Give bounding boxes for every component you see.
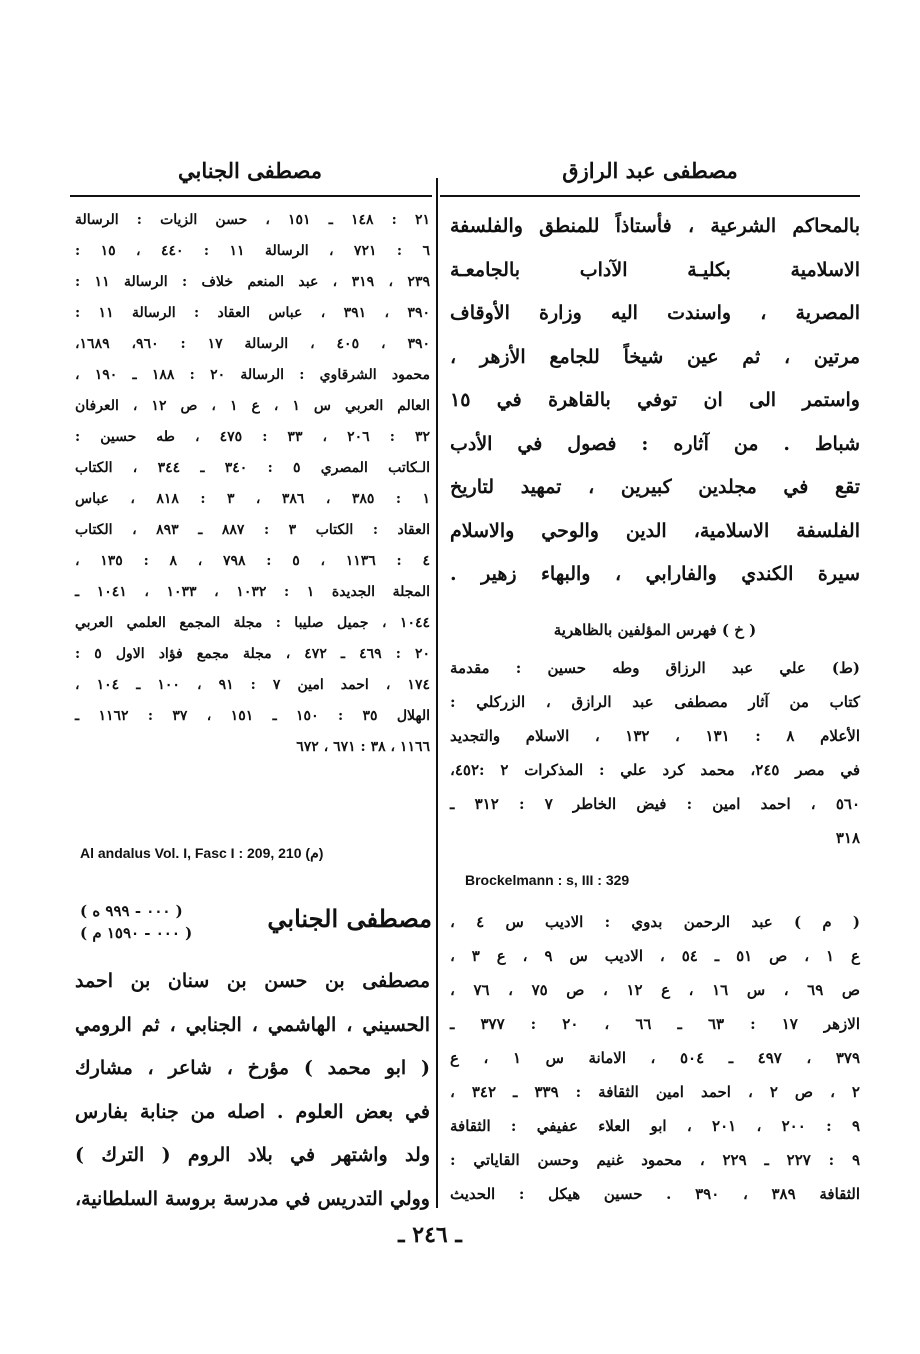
text-line: وولي التدريس في مدرسة بروسة السلطانية، [75,1187,430,1210]
reference-line: ٥٦٠ ، احمد امين : فيض الخاطر ٧ : ٣١٢ ـ [450,794,861,813]
references-m [450,905,860,1211]
reference-line: الـكاتب المصري ٥ : ٣٤٠ ـ ٣٤٤ ، الكتاب [75,460,430,476]
reference-line: الهلال ٣٥ : ١٥٠ ـ ١٥١ ، ٣٧ : ١١٦٢ ـ [75,708,430,724]
reference-line: ٣٩٠ ، ٣٩١ ، عباس العقاد : الرسالة ١١ : [75,305,430,321]
text-line: شباط . من آثاره : فصول في الأدب [450,432,860,455]
section-heading: ( خ ) فهرس المؤلفين بالظاهرية [553,620,757,639]
page-number: ـ ٢٤٦ ـ [398,1222,462,1248]
reference-line: ٣٧٩ ، ٤٩٧ ـ ٥٠٤ ، الامانة س ١ ، ع [450,1049,860,1067]
text-line: ( ابو محمد ) مؤرخ ، شاعر ، مشارك [75,1057,430,1079]
left-column [75,205,430,763]
running-head-right: مصطفى عبد الرازق [562,158,738,183]
reference-line: ٣٢ : ٢٠٦ ، ٣٣ : ٤٧٥ ، طه حسين : [75,429,430,445]
bio-continuation [450,205,860,597]
reference-line: الازهر ١٧ : ٦٣ ـ ٦٦ ، ٢٠ : ٣٧٧ ـ [450,1015,861,1033]
text-line: مرتين ، ثم عين شيخاً للجامع الأزهر ، [450,345,860,368]
reference-line: العالم العربي س ١ ، ع ١ ، ص ١٢ ، العرفان [75,398,430,414]
reference-line: ٣٩٠ ، ٤٠٥ ، الرسالة ١٧ : ٩٦٠، ١٦٨٩، [75,336,430,352]
text-line: تقع في مجلدين كبيرين ، تمهيد لتاريخ [450,476,860,498]
text-line: في بعض العلوم . اصله من جنابة بفارس [75,1100,430,1123]
reference-line: ٢٣٩ ، ٣١٩ ، عبد المنعم خلاف : الرسالة ١١ : [75,274,430,290]
right-column [450,205,860,855]
reference-line: ع ١ ، ص ٥١ ـ ٥٤ ، الاديب س ٩ ، ع ٣ ، [450,947,860,965]
reference-line: ٢ ، ص ٢ ، احمد امين الثقافة : ٣٣٩ ـ ٣٤٢ ، [450,1083,860,1101]
latin-reference-right: Brockelmann : s, III : 329 [465,872,630,888]
text-line: الاسلامية بكليـة الآداب بالجامعـة [450,258,860,281]
reference-line: ١٠٤٤ ، جميل صليبا : مجلة المجمع العلمي العربي [75,615,430,631]
reference-line: ٩ : ٢٠٠ ، ٢٠١ ، ابو العلاء عفيفي : الثقافة [450,1117,860,1135]
running-head-left: مصطفى الجنابي [178,158,322,183]
header-rule-right [440,195,860,197]
entry-name: مصطفى الجنابي [267,904,432,933]
reference-line: في مصر ٢٤٥، محمد كرد علي : المذكرات ٢ :٤٥٢، [450,760,860,779]
text-line: مصطفى بن حسن بن سنان بن احمد [75,970,430,992]
reference-line: محمود الشرقاوي : الرسالة ٢٠ : ١٨٨ ـ ١٩٠ ، [75,367,430,383]
reference-line: ص ٦٩ ، س ١٦ ، ع ١٢ ، ص ٧٥ ، ٧٦ ، [450,981,860,999]
text-line: الفلسفة الاسلامية، الدين والوحي والاسلام [450,519,860,542]
entry-heading [80,900,432,960]
column-divider [436,178,438,1208]
reference-line: المجلة الجديدة ١ : ١٠٣٢ ، ١٠٣٣ ، ١٠٤١ ـ [75,584,430,600]
reference-line: ( م ) عبد الرحمن بدوي : الاديب س ٤ ، [450,913,860,931]
text-line: الحسيني ، الهاشمي ، الجنابي ، ثم الرومي [75,1013,430,1036]
reference-line: (ط) علي عبد الرزاق وطه حسين : مقدمة [450,658,860,677]
reference-line: الثقافة ٣٨٩ ، ٣٩٠ . حسين هيكل : الحديث [450,1185,860,1203]
text-line: بالمحاكم الشرعية ، فأستاذاً للمنطق والفلسفة [450,215,860,237]
reference-line: ١ : ٣٨٥ ، ٣٨٦ ، ٣ : ٨١٨ ، عباس [75,491,430,507]
reference-line: ٣١٨ [835,828,860,847]
entry-dates-hijri: ( ٠٠٠ - ٩٩٩ ه ) [80,902,183,920]
entry-dates-gregorian: ( ٠٠٠ - ١٥٩٠ م ) [80,924,193,942]
reference-line: ٢١ : ١٤٨ ـ ١٥١ ، حسن الزيات : الرسالة [75,212,430,228]
text-line: واستمر الى ان توفي بالقاهرة في ١٥ [450,389,860,411]
header-rule-left [70,195,432,197]
text-line: ولد واشتهر في بلاد الروم ( الترك ) [75,1144,430,1166]
reference-line: ٢٠ : ٤٦٩ ـ ٤٧٢ ، مجلة مجمع فؤاد الاول ٥ : [75,646,430,662]
reference-line: ٤ : ١١٣٦ ، ٥ : ٧٩٨ ، ٨ : ١٣٥ ، [75,553,430,569]
reference-line: كتاب من آثار مصطفى عبد الرازق ، الزركلي : [450,692,860,711]
text-line: سيرة الكندي والفارابي ، والبهاء زهير . [450,563,860,585]
entry-dates [80,900,192,944]
text-line: المصرية ، واسندت اليه وزارة الأوقاف [450,302,860,324]
reference-line: ١١٦٦ ، ٣٨ : ٦٧١ ، ٦٧٢ [296,739,430,755]
reference-line: ٩ : ٢٢٧ ـ ٢٢٩ ، محمود غنيم وحسن القاياتي : [450,1151,861,1169]
reference-line: ١٧٤ ، احمد امين ٧ : ٩١ ، ١٠٠ ـ ١٠٤ ، [75,677,430,693]
reference-line: العقاد : الكتاب ٣ : ٨٨٧ ـ ٨٩٣ ، الكتاب [75,522,431,538]
reference-line: الأعلام ٨ : ١٣١ ، ١٣٢ ، الاسلام والتجديد [450,726,860,745]
entry-biography [75,960,430,1221]
reference-line: ٦ : ٧٢١ ، الرسالة ١١ : ٤٤٠ ، ١٥ : [75,243,430,259]
references-t [450,651,860,855]
latin-reference-left: Al andalus Vol. I, Fasc I : 209, 210 (م) [80,845,324,861]
